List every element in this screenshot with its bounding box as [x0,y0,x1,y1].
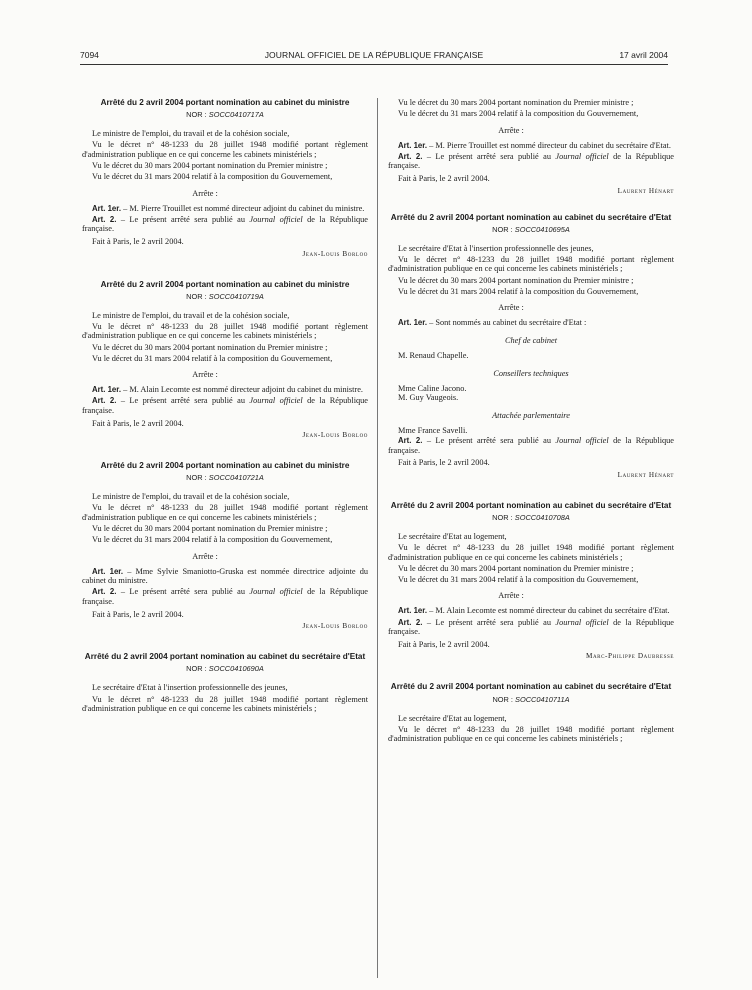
visa-line: Le ministre de l'emploi, du travail et de la cohésion sociale, [92,129,290,139]
done-at: Fait à Paris, le 2 avril 2004. [398,173,490,183]
done-at: Fait à Paris, le 2 avril 2004. [92,609,184,619]
nor-code: SOCC0410717A [208,110,264,120]
done-at: Fait à Paris, le 2 avril 2004. [92,236,184,246]
decree-lecomte-adjoint [82,280,368,440]
visa-line: Vu le décret du 31 mars 2004 relatif à la composition du Gouvernement, [398,109,639,119]
journal-title: JOURNAL OFFICIEL DE LA RÉPUBLIQUE FRANÇAISE [264,50,484,60]
decree-title: Arrêté du 2 avril 2004 portant nomination au cabinet du secrétaire d'Etat [390,682,672,692]
article-2: Art. 2. – Le présent arrêté sera publié au Journal officiel de la République française. [82,214,368,234]
visa-line: Vu le décret du 31 mars 2004 relatif à la composition du Gouvernement, [92,172,333,182]
nor-code: SOCC0410711A [515,694,570,704]
visa-line: Vu le décret du 30 mars 2004 portant nomination du Premier ministre ; [92,342,328,352]
visa-line: Vu le décret du 30 mars 2004 portant nomination du Premier ministre ; [92,160,328,170]
conseillers-heading: Conseillers techniques [493,368,569,378]
signature: Marc-Philippe Daubresse [585,652,674,661]
member-name: M. Renaud Chapelle. [398,350,469,360]
nor-reference: NOR : SOCC0410690A [186,664,264,674]
decree-cabinet-nominations [388,213,674,479]
decree-title: Arrêté du 2 avril 2004 portant nomination au cabinet du ministre [100,98,350,107]
visa-line: Vu le décret n° 48-1233 du 28 juillet 1948 modifié portant règlement d'administration publique en ce qui concerne les cabinets ministériels ; [388,543,674,562]
article-1: Art. 1er. – M. Pierre Trouillet est nommé directeur adjoint du cabinet du ministre. [92,203,365,213]
visa-line: Vu le décret n° 48-1233 du 28 juillet 1948 modifié portant règlement d'administration publique en ce qui concerne les cabinets ministériels ; [388,724,674,744]
column-divider [377,98,378,978]
done-at: Fait à Paris, le 2 avril 2004. [92,418,184,428]
visa-line: Vu le décret du 31 mars 2004 relatif à la composition du Gouvernement, [398,574,639,584]
signature: Laurent Hénart [617,186,674,195]
done-at: Fait à Paris, le 2 avril 2004. [398,458,490,468]
decree-trouillet-directeur [388,98,674,195]
article-1: Art. 1er. – M. Alain Lecomte est nommé directeur du cabinet du secrétaire d'Etat. [398,606,670,616]
nor-reference: NOR : SOCC0410711A [492,694,570,704]
article-2: Art. 2. – Le présent arrêté sera publié au Journal officiel de la République française. [82,396,368,415]
done-at: Fait à Paris, le 2 avril 2004. [398,639,490,649]
arrete-heading: Arrête : [192,370,218,380]
decree-trouillet-adjoint [82,98,368,258]
decree-secretaire-logement [388,682,674,743]
nor-reference: NOR : SOCC0410708A [492,513,570,522]
nor-code: SOCC0410708A [514,513,570,522]
arrete-heading: Arrête : [498,591,524,601]
visa-line: Le ministre de l'emploi, du travail et de la cohésion sociale, [92,492,290,502]
decree-lecomte-directeur [388,501,674,661]
nor-reference: NOR : SOCC0410717A [186,110,264,120]
arrete-heading: Arrête : [498,125,524,135]
signature: Laurent Hénart [617,470,674,479]
signature: Jean-Louis Borloo [302,431,368,440]
nor-code: SOCC0410721A [208,473,264,483]
nor-code: SOCC0410695A [514,224,570,234]
visa-line: Le secrétaire d'Etat au logement, [398,532,507,541]
nor-code: SOCC0410690A [208,664,264,674]
article-1: Art. 1er. – Mme Sylvie Smaniotto-Gruska est nommée directrice adjointe du cabinet du ministre. [82,566,369,586]
nor-reference: NOR : SOCC0410721A [186,473,264,483]
decree-title: Arrêté du 2 avril 2004 portant nomination au cabinet du secrétaire d'Etat [390,212,672,222]
visa-line: Le secrétaire d'Etat à l'insertion professionnelle des jeunes, [92,683,288,693]
decree-title: Arrêté du 2 avril 2004 portant nomination au cabinet du secrétaire d'Etat [390,500,672,510]
article-2: Art. 2. – Le présent arrêté sera publié au Journal officiel de la République française. [388,151,674,171]
chef-heading: Chef de cabinet [504,335,558,345]
visa-line: Le ministre de l'emploi, du travail et de la cohésion sociale, [92,310,290,320]
article-2: Art. 2. – Le présent arrêté sera publié au Journal officiel de la République française. [388,436,674,455]
article-1: Art. 1er. – M. Pierre Trouillet est nommé directeur du cabinet du secrétaire d'Etat. [398,140,671,150]
right-column [388,98,674,766]
decree-smaniotto-adjointe [82,461,368,630]
nor-reference: NOR : SOCC0410719A [186,291,264,301]
nor-reference: NOR : SOCC0410695A [492,224,570,234]
article-2: Art. 2. – Le présent arrêté sera publié au Journal officiel de la République française. [388,617,674,637]
signature: Jean-Louis Borloo [302,622,368,631]
decree-title: Arrêté du 2 avril 2004 portant nomination au cabinet du ministre [100,279,350,289]
visa-line: Vu le décret n° 48-1233 du 28 juillet 1948 modifié portant règlement d'administration publique en ce qui concerne les cabinets ministériels ; [82,321,368,341]
visa-line: Vu le décret du 31 mars 2004 relatif à la composition du Gouvernement, [92,535,333,545]
left-column [82,98,368,736]
running-header [80,50,668,65]
visa-line: Vu le décret du 31 mars 2004 relatif à la composition du Gouvernement, [92,353,333,363]
signature: Jean-Louis Borloo [302,249,368,258]
article-2: Art. 2. – Le présent arrêté sera publié au Journal officiel de la République française. [82,587,368,607]
arrete-heading: Arrête : [192,551,218,561]
member-name: Mme Caline Jacono. [398,383,467,393]
visa-line: Vu le décret du 30 mars 2004 portant nomination du Premier ministre ; [398,98,634,107]
article-1: Art. 1er. – Sont nommés au cabinet du secrétaire d'Etat : [398,318,587,328]
attachee-heading: Attachée parlementaire [492,411,570,421]
article-1: Art. 1er. – M. Alain Lecomte est nommé directeur adjoint du cabinet du ministre. [92,385,363,395]
visa-line: Vu le décret du 30 mars 2004 portant nomination du Premier ministre ; [92,524,328,534]
visa-line: Vu le décret du 30 mars 2004 portant nomination du Premier ministre ; [398,563,634,573]
visa-line: Vu le décret du 31 mars 2004 relatif à la composition du Gouvernement, [398,286,639,296]
visa-line: Vu le décret du 30 mars 2004 portant nomination du Premier ministre ; [398,275,634,285]
member-name: M. Guy Vaugeois. [398,393,459,403]
arrete-heading: Arrête : [498,303,524,313]
member-name: Mme France Savelli. [398,426,468,436]
visa-line: Vu le décret n° 48-1233 du 28 juillet 1948 modifié portant règlement d'administration publique en ce qui concerne les cabinets ministériels ; [388,254,674,274]
visa-line: Le secrétaire d'Etat au logement, [398,713,507,723]
page-number: 7094 [80,50,99,60]
nor-code: SOCC0410719A [208,291,264,301]
visa-line: Vu le décret n° 48-1233 du 28 juillet 1948 modifié portant règlement d'administration publique en ce qui concerne les cabinets ministériels ; [82,140,368,159]
decree-title: Arrêté du 2 avril 2004 portant nomination au cabinet du ministre [100,461,350,471]
visa-line: Le secrétaire d'Etat à l'insertion professionnelle des jeunes, [398,243,594,253]
decree-secretaire-insertion [82,652,368,713]
visa-line: Vu le décret n° 48-1233 du 28 juillet 1948 modifié portant règlement d'administration publique en ce qui concerne les cabinets ministériels ; [82,694,368,714]
issue-date: 17 avril 2004 [619,50,668,60]
visa-line: Vu le décret n° 48-1233 du 28 juillet 1948 modifié portant règlement d'administration publique en ce qui concerne les cabinets ministériels ; [82,503,368,522]
decree-title: Arrêté du 2 avril 2004 portant nomination au cabinet du secrétaire d'Etat [84,652,366,662]
arrete-heading: Arrête : [192,188,218,198]
